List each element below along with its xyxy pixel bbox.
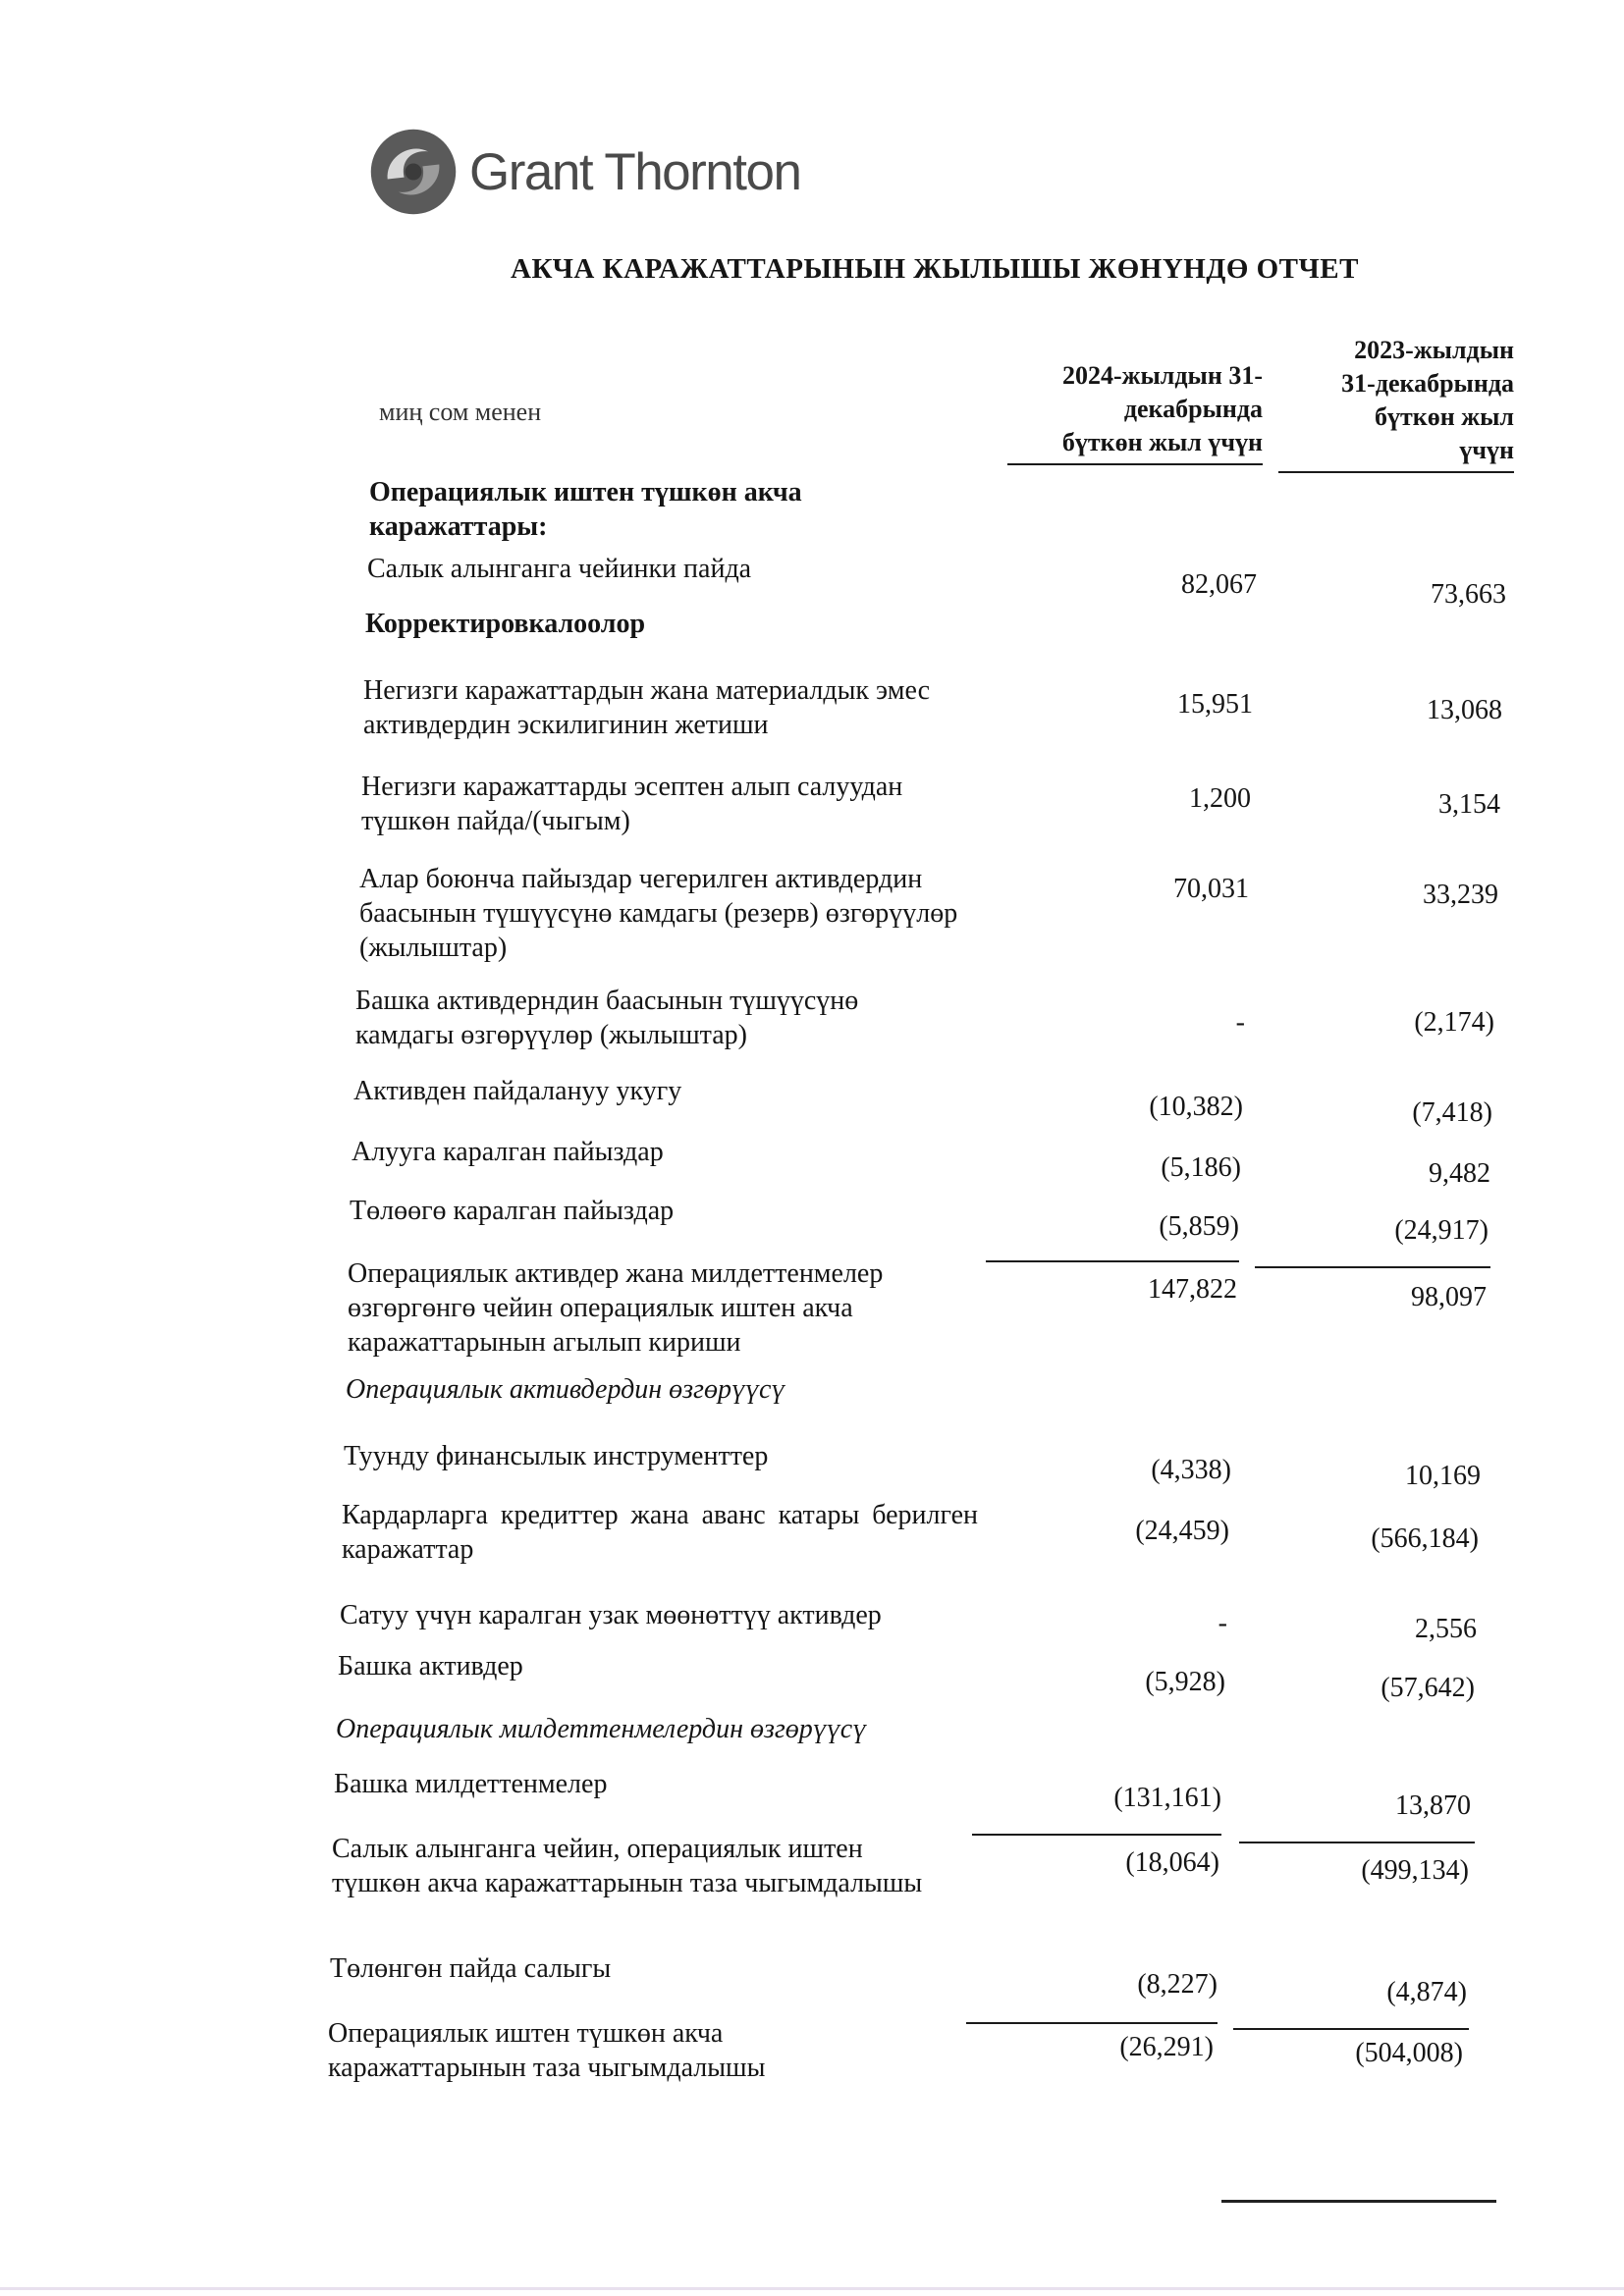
units-label: миң сом менен <box>379 398 542 426</box>
row-value-2024: (131,161) <box>1113 1783 1221 1813</box>
row-value-2023: 13,870 <box>1395 1790 1471 1821</box>
row-label: Башка активдер <box>338 1651 523 1682</box>
column-header-2024-line: 2024-жылдын 31- <box>1062 361 1263 390</box>
column-header-2023-line: 2023-жылдын <box>1354 336 1514 364</box>
section-heading-operating-assets: Операциялык активдердин өзгөрүүсү <box>346 1374 785 1405</box>
column-header-2024-line: бүткөн жыл үчүн <box>1061 428 1263 456</box>
subtotal-value-2024: (18,064) <box>1125 1847 1219 1878</box>
subtotal-label: Салык алынганга чейин, операциялык иштен түшкөн акча каражаттарынын таза чыгымдалышы <box>332 1834 923 1898</box>
row-value-2023: (57,642) <box>1380 1673 1475 1703</box>
subtotal-rule-2023 <box>1239 1842 1475 1843</box>
column-header-2023-line: бүткөн жыл <box>1375 402 1514 431</box>
row-value-2023: 2,556 <box>1415 1614 1477 1644</box>
subtotal-rule-2023 <box>1255 1266 1490 1268</box>
column-header-2024-line: декабрында <box>1123 395 1263 423</box>
section-heading-operating: Операциялык иштен түшкөн акча каражаттары: <box>369 477 802 542</box>
logo-wordmark: Grant Thornton <box>469 142 801 201</box>
row-label: Башка активдерндин баасынын түшүүсүнө камдагы өзгөрүүлөр (жылыштар) <box>355 986 859 1050</box>
row-label: Алар боюнча пайыздар чегерилген активдердин баасынын түшүүсүнө камдагы (резерв) өзгөрүүлөр (жылыштар) <box>359 864 958 963</box>
total-rule-2024 <box>966 2022 1218 2024</box>
row-value-2023: 73,663 <box>1431 579 1506 610</box>
column-header-2024 <box>988 359 1263 459</box>
row-label: Салык алынганга чейинки пайда <box>367 554 752 584</box>
row-value-2023: (566,184) <box>1371 1523 1479 1554</box>
column-header-2023 <box>1239 334 1514 467</box>
page-title: АКЧА КАРАЖАТТАРЫНЫН ЖЫЛЫШЫ ЖӨНҮНДӨ ОТЧЕТ <box>511 253 1359 285</box>
grant-thornton-logo <box>367 126 800 218</box>
subtotal-rule-2024 <box>986 1260 1239 1262</box>
section-heading-adjustments: Корректировкалоолор <box>365 609 646 639</box>
column-header-2023-line: үчүн <box>1459 436 1514 464</box>
column-header-2023-underline <box>1278 471 1514 473</box>
section-heading-operating-liabilities: Операциялык милдеттенмелердин өзгөрүүсү <box>336 1714 867 1744</box>
row-value-2024: 70,031 <box>1173 874 1249 904</box>
row-value-2024: (10,382) <box>1149 1092 1243 1122</box>
row-label: Туунду финансылык инструменттер <box>344 1441 769 1471</box>
subtotal-value-2023: 98,097 <box>1411 1282 1487 1312</box>
scan-edge <box>0 2287 1624 2290</box>
row-value-2024: (5,186) <box>1161 1152 1241 1183</box>
row-label: Башка милдеттенмелер <box>334 1769 608 1799</box>
row-label: Активден пайдалануу укугу <box>353 1076 682 1106</box>
row-value-2024: 82,067 <box>1181 569 1257 600</box>
row-value-2023: 33,239 <box>1423 880 1498 910</box>
total-value-2023: (504,008) <box>1355 2038 1463 2068</box>
grant-thornton-logo-icon <box>367 126 460 218</box>
row-value-2023: (4,874) <box>1386 1977 1467 2007</box>
row-value-2023: 13,068 <box>1427 695 1502 725</box>
total-rule-2023 <box>1233 2028 1469 2030</box>
column-header-2024-underline <box>1007 463 1263 465</box>
row-label: Сатуу үчүн каралган узак мөөнөттүү активдер <box>340 1600 882 1630</box>
column-header-2023-line: 31-декабрында <box>1341 369 1514 398</box>
footer-rule <box>1221 2200 1496 2203</box>
row-value-2023: 10,169 <box>1405 1461 1481 1491</box>
subtotal-value-2024: 147,822 <box>1148 1274 1237 1305</box>
row-value-2023: (24,917) <box>1394 1215 1489 1246</box>
row-label: Алууга каралган пайыздар <box>352 1137 664 1167</box>
row-value-2023: (2,174) <box>1414 1007 1494 1038</box>
row-value-2024: 15,951 <box>1177 689 1253 720</box>
total-value-2024: (26,291) <box>1119 2032 1214 2062</box>
row-value-2024: (8,227) <box>1137 1969 1218 2000</box>
row-label: Негизги каражаттарды эсептен алып салуудан түшкөн пайда/(чыгым) <box>361 772 903 836</box>
row-value-2023: 3,154 <box>1438 789 1500 820</box>
row-label: Кардарларга кредиттер жана аванс катары берилген каражаттар <box>342 1500 978 1565</box>
row-value-2023: (7,418) <box>1412 1097 1492 1128</box>
row-value-2024: 1,200 <box>1189 783 1251 814</box>
row-label: Төлөнгөн пайда салыгы <box>330 1953 612 1984</box>
row-value-2024: (5,859) <box>1159 1211 1239 1242</box>
total-label: Операциялык иштен түшкөн акча каражаттарынын таза чыгымдалышы <box>328 2018 766 2083</box>
row-value-2024: - <box>1235 1007 1245 1038</box>
row-value-2024: (5,928) <box>1145 1667 1225 1697</box>
row-label: Төлөөгө каралган пайыздар <box>350 1196 675 1226</box>
row-label: Негизги каражаттардын жана материалдык эмес активдердин эскилигинин жетиши <box>363 675 931 740</box>
subtotal-rule-2024 <box>972 1834 1221 1836</box>
row-value-2024: (24,459) <box>1135 1516 1229 1546</box>
subtotal-value-2023: (499,134) <box>1361 1855 1469 1886</box>
subtotal-label: Операциялык активдер жана милдеттенмелер өзгөргөнгө чейин операциялык иштен акча каражаттарынын агылып кириши <box>348 1258 884 1358</box>
row-value-2024: - <box>1218 1608 1227 1638</box>
row-value-2023: 9,482 <box>1429 1158 1490 1189</box>
row-value-2024: (4,338) <box>1151 1455 1231 1485</box>
